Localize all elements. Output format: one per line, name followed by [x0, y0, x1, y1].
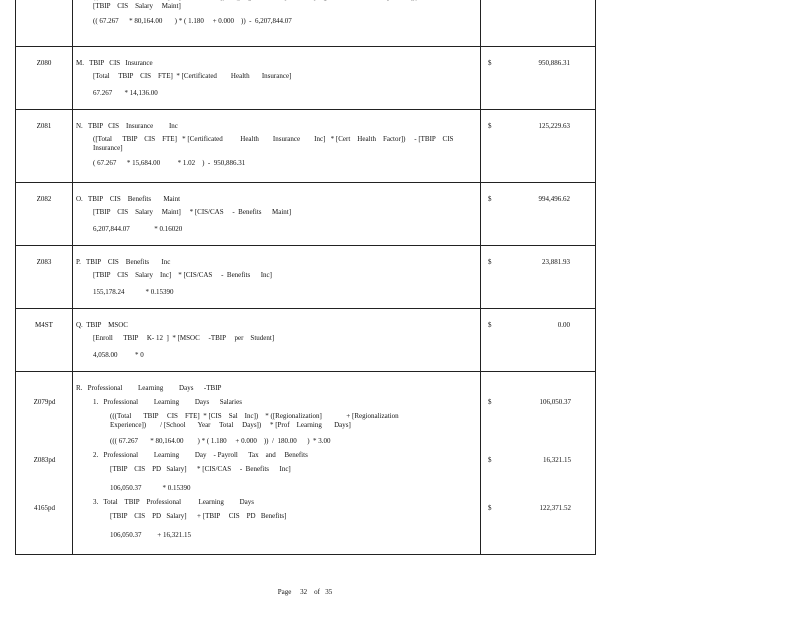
dollar-sign: $ [488, 258, 492, 266]
formula-line: [TBIP CIS PD Salary] + [TBIP CIS PD Benefits] [110, 512, 287, 520]
amount-cell [481, 372, 596, 555]
formula-line: [TBIP CIS Salary Maint] * [CIS/CAS - Benefits Maint] [93, 208, 292, 216]
calculation-line: 106,050.37 * 0.15390 [110, 484, 191, 492]
description-cell [73, 47, 481, 110]
table-row [16, 246, 596, 309]
amount-value: 0.00 [557, 321, 570, 329]
description-cell [73, 372, 481, 555]
table-row [16, 110, 596, 183]
code-cell [16, 0, 73, 47]
item-letter: P. [76, 258, 81, 266]
amount-value: 106,050.37 [539, 398, 571, 406]
account-code: Z082 [16, 183, 73, 246]
item-letter: O. [76, 195, 83, 203]
section-heading: R. Professional Learning Days -TBIP [76, 384, 222, 392]
amount-cell [481, 0, 596, 47]
item-title: 3. Total TBIP Professional Learning Days [93, 498, 254, 506]
item-title: TBIP CIS Benefits Inc [86, 258, 171, 266]
calculation-line: 155,178.24 * 0.15390 [93, 288, 174, 296]
amount-value: 950,886.31 [538, 59, 570, 67]
table-row [16, 47, 596, 110]
item-letter: Q. [76, 321, 83, 329]
amount-cell [481, 183, 596, 246]
calculation-line: 6,207,844.07 * 0.16020 [93, 225, 183, 233]
item-title: TBIP CIS Benefits Maint [87, 195, 181, 203]
description-cell [73, 0, 481, 47]
formula-line: (((Total TBIP CIS FTE] * [CIS Sal Inc]) * ([Regionalization] + [Regionalization [110, 412, 399, 420]
dollar-sign: $ [488, 504, 492, 512]
calculation-table [15, 0, 596, 555]
calculation-line: ( 67.267 * 15,684.00 * 1.02 ) - 950,886.31 [93, 159, 246, 167]
item-title: 2. Professional Learning Day - Payroll Tax and Benefits [93, 451, 308, 459]
item-title: TBIP MSOC [86, 321, 128, 329]
table-row [16, 309, 596, 372]
amount-cell [481, 47, 596, 110]
formula-line: [TBIP CIS PD Salary] * [CIS/CAS - Benefits Inc] [110, 465, 291, 473]
table-row [16, 183, 596, 246]
table-row [16, 0, 596, 47]
account-code: Z083pd [33, 456, 56, 464]
account-code: M4ST [16, 309, 73, 372]
formula-line: [TBIP CIS Salary Inc] * [CIS/CAS - Benefits Inc] [93, 271, 272, 279]
page-footer [0, 588, 610, 596]
dollar-sign: $ [488, 59, 492, 67]
account-code: 4165pd [34, 504, 55, 512]
amount-value: 125,229.63 [538, 122, 570, 130]
description-cell [73, 183, 481, 246]
formula-line: Insurance] [93, 144, 123, 152]
account-code: Z079pd [33, 398, 56, 406]
formula-line: Experience]) / [School Year Total Days]) * [Prof Learning Days] [110, 421, 351, 429]
dollar-sign: $ [488, 398, 492, 406]
amount-value: 16,321.15 [543, 456, 571, 464]
item-letter: N. [76, 122, 83, 130]
account-code: Z081 [16, 110, 73, 183]
dollar-sign: $ [488, 321, 492, 329]
account-code: Z083 [16, 246, 73, 309]
calculation-line: 106,050.37 + 16,321.15 [110, 531, 191, 539]
calculation-line: 67.267 * 14,136.00 [93, 89, 158, 97]
amount-value: 994,496.62 [538, 195, 570, 203]
dollar-sign: $ [488, 122, 492, 130]
formula-line: [TBIP CIS Salary Maint] [93, 2, 181, 10]
dollar-sign: $ [488, 195, 492, 203]
calculation-line: ((( 67.267 * 80,164.00 ) * ( 1.180 + 0.000 )) / 180.00 ) * 3.00 [110, 437, 331, 445]
table-row [16, 372, 596, 555]
item-title: 1. Professional Learning Days Salaries [93, 398, 242, 406]
code-cell [16, 372, 73, 555]
calculation-line: 4,058.00 * 0 [93, 351, 144, 359]
formula-line: ([Total TBIP CIS FTE] * [Certificated Health Insurance Inc] * [Cert Health Factor]) - [TBIP CIS [93, 135, 454, 143]
description-cell [73, 110, 481, 183]
amount-cell [481, 309, 596, 372]
item-letter: M. [76, 59, 84, 67]
amount-cell [481, 110, 596, 183]
formula-line: [Enroll TBIP K- 12 ] * [MSOC -TBIP per Student] [93, 334, 275, 342]
dollar-sign: $ [488, 456, 492, 464]
amount-value: 122,371.52 [539, 504, 571, 512]
description-cell [73, 309, 481, 372]
amount-value: 23,881.93 [542, 258, 570, 266]
account-code: Z080 [16, 47, 73, 110]
calculation-line: (( 67.267 * 80,164.00 ) * ( 1.180 + 0.000 )) - 6,207,844.07 [93, 17, 292, 25]
item-title: TBIP CIS Insurance [89, 59, 153, 67]
description-cell [73, 246, 481, 309]
page-number: Page 32 of 35 [277, 588, 333, 596]
amount-cell [481, 246, 596, 309]
item-title: TBIP CIS Insurance Inc [87, 122, 178, 130]
formula-line: [Total TBIP CIS FTE] * [Certificated Health Insurance] [93, 72, 292, 80]
